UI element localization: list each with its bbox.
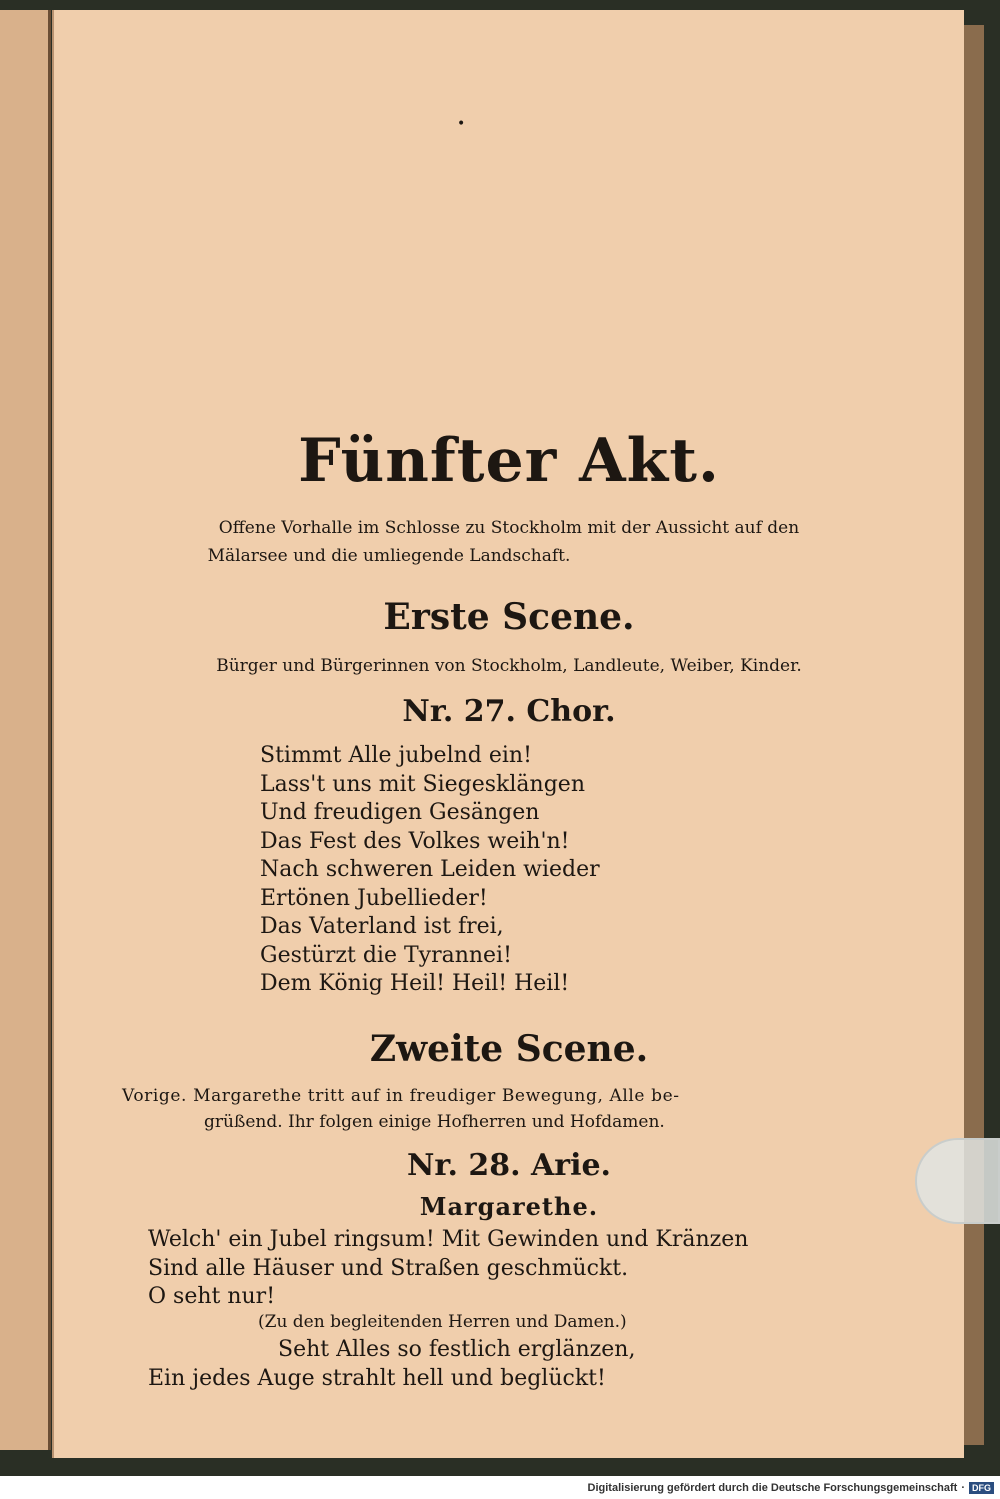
- page-clip: [915, 1138, 1000, 1224]
- verse-line: Das Fest des Volkes weih'n!: [260, 828, 570, 854]
- verse-line: Sind alle Häuser und Straßen geschmückt.: [148, 1255, 629, 1281]
- stage-aside: (Zu den begleitenden Herren und Damen.): [258, 1312, 627, 1332]
- footer-text: Digitalisierung gefördert durch die Deutsche Forschungsgemeinschaft: [587, 1481, 958, 1494]
- verse-line: O seht nur!: [148, 1284, 276, 1309]
- scene-2-direction-1: Vorige. Margarethe tritt auf in freudiger Bewegung, Alle be-: [122, 1086, 680, 1106]
- page-mark: •: [457, 116, 466, 132]
- verse-line: Dem König Heil! Heil! Heil!: [260, 971, 570, 996]
- verse-line: Das Vaterland ist frei,: [260, 914, 504, 939]
- scene-2-title: Zweite Scene.: [369, 1028, 649, 1070]
- aria-text-continued: [148, 1336, 635, 1393]
- verse-line: Nach schweren Leiden wieder: [260, 857, 600, 882]
- scene-1-number: Nr. 27. Chor.: [402, 694, 616, 729]
- aria-text: [148, 1226, 748, 1312]
- digitization-footer: Digitalisierung gefördert durch die Deutsche Forschungsgemeinschaft · DFG: [0, 1476, 1000, 1499]
- act-title: Fünfter Akt.: [298, 426, 720, 496]
- verse-line: Stimmt Alle jubelnd ein!: [260, 743, 532, 768]
- verse-line: Seht Alles so festlich erglänzen,: [278, 1337, 636, 1362]
- book-page: [52, 10, 964, 1458]
- scene-1-persons: Bürger und Bürgerinnen von Stockholm, Landleute, Weiber, Kinder.: [216, 656, 802, 676]
- scene-1-title: Erste Scene.: [383, 596, 635, 638]
- scene-2-direction-2: grüßend. Ihr folgen einige Hofherren und Hofdamen.: [204, 1112, 665, 1132]
- left-page-edge: [0, 10, 51, 1450]
- verse-line: Und freudigen Gesängen: [260, 800, 540, 825]
- dfg-logo: DFG: [969, 1482, 994, 1494]
- chorus-text: [260, 742, 600, 999]
- verse-line: Ertönen Jubellieder!: [260, 885, 488, 911]
- right-page-edge: [962, 25, 984, 1445]
- speaker-name: Margarethe.: [419, 1192, 599, 1221]
- setting-line-2: Mälarsee und die umliegende Landschaft.: [207, 546, 571, 566]
- verse-line: Gestürzt die Tyrannei!: [260, 942, 512, 968]
- scene-2-number: Nr. 28. Arie.: [406, 1148, 611, 1183]
- verse-line: Lass't uns mit Siegesklängen: [260, 771, 585, 797]
- setting-line-1: Offene Vorhalle im Schlosse zu Stockholm mit der Aussicht auf den: [218, 518, 800, 538]
- verse-line: Ein jedes Auge strahlt hell und beglückt!: [148, 1365, 606, 1391]
- verse-line: Welch' ein Jubel ringsum! Mit Gewinden und Kränzen: [148, 1227, 749, 1252]
